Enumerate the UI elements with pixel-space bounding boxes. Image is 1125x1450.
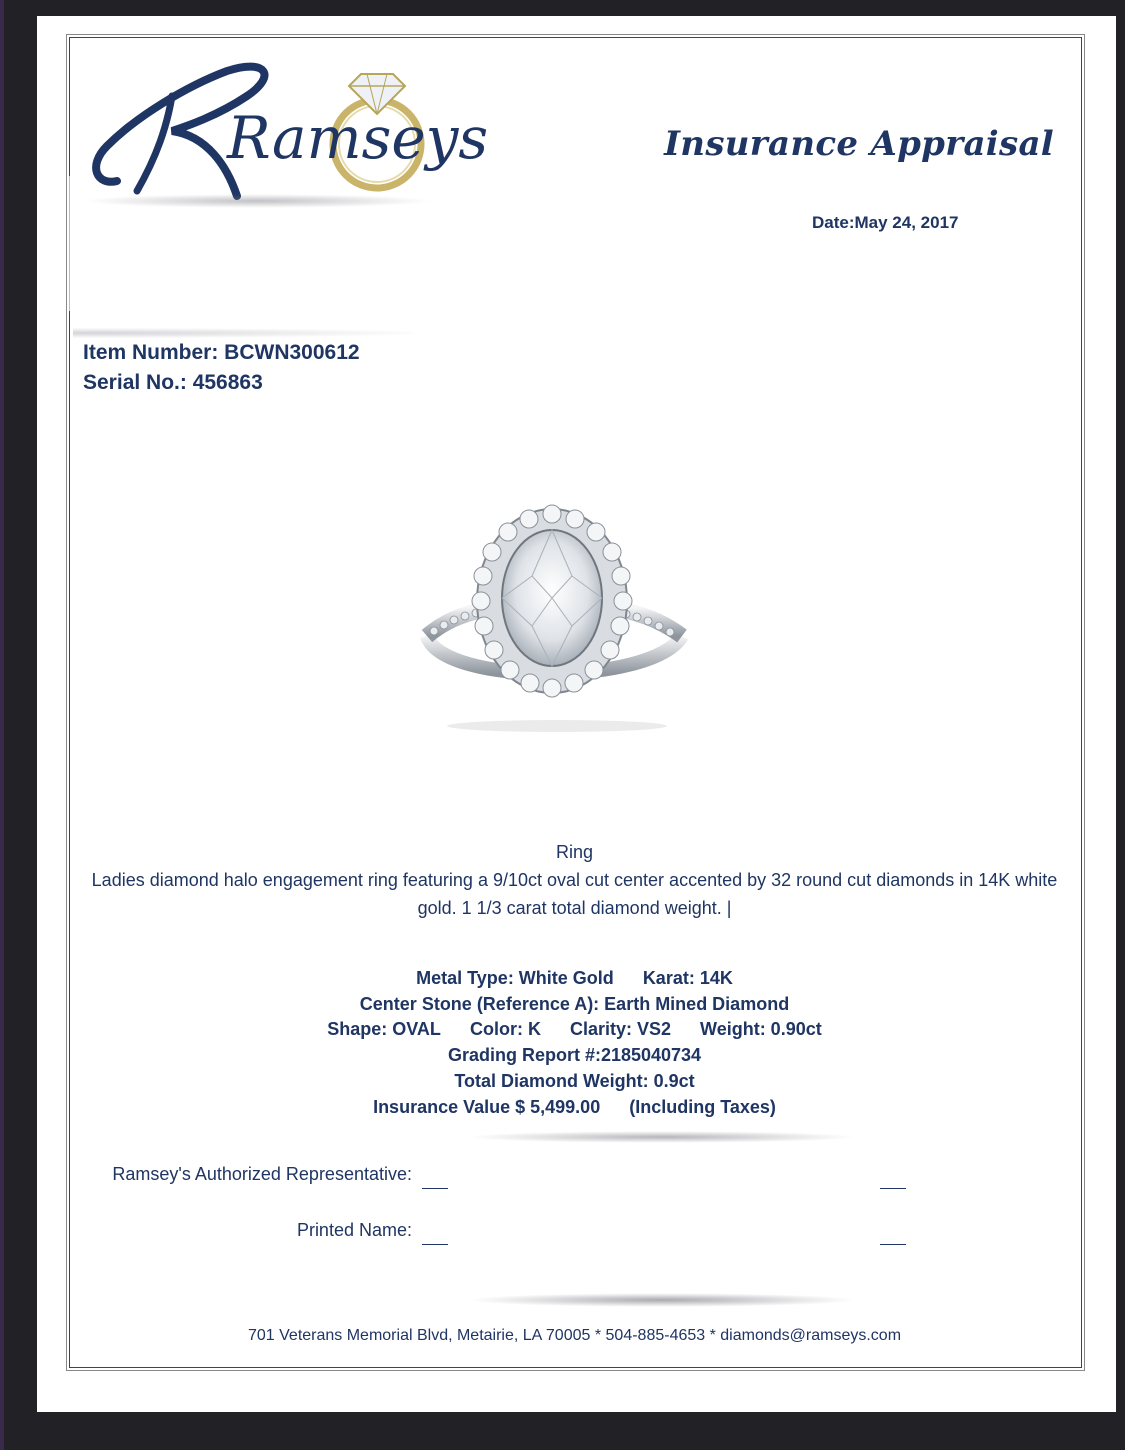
shape: Shape: OVAL	[327, 1019, 441, 1040]
color: Color: K	[469, 1019, 541, 1040]
representative-row	[37, 1164, 1116, 1194]
total-diamond-weight: Total Diamond Weight: 0.9ct	[454, 1070, 695, 1091]
logo-side-rule	[69, 176, 70, 311]
metal-type: Metal Type: White Gold	[416, 968, 614, 988]
representative-label: Ramsey's Authorized Representative:	[112, 1164, 412, 1184]
description-text: Ladies diamond halo engagement ring featuring a 9/10ct oval cut center accented by 32 round cut diamonds in 14K white gold. 1 1/3 carat total diamond weight. |	[91, 870, 1058, 918]
spec-line-stone	[87, 1017, 1062, 1043]
footer-contact: 701 Veterans Memorial Blvd, Metairie, LA 70005 * 504-885-4653 * diamonds@ramseys.com	[247, 1327, 902, 1344]
item-description	[87, 838, 1062, 922]
printed-name-row	[37, 1220, 1116, 1250]
appraisal-date: Date:May 24, 2017	[812, 213, 959, 232]
item-number: Item Number: BCWN300612	[83, 341, 360, 364]
representative-line-end[interactable]	[880, 1188, 906, 1189]
logo-text: Ramseys	[227, 104, 489, 172]
serial-number: Serial No.: 456863	[83, 371, 263, 394]
item-type: Ring	[555, 842, 594, 862]
center-stone: Center Stone (Reference A): Earth Mined Diamond	[359, 993, 790, 1014]
printed-name-line-start[interactable]	[422, 1244, 448, 1245]
taxes-note: (Including Taxes)	[629, 1096, 776, 1117]
insurance-value: Insurance Value $ 5,499.00	[373, 1096, 601, 1117]
spec-line-metal	[87, 966, 1062, 992]
document-title: Insurance Appraisal	[664, 124, 1054, 164]
header-divider	[73, 328, 413, 338]
grading-report: Grading Report #:2185040734	[447, 1045, 702, 1066]
printed-name-label: Printed Name:	[296, 1220, 412, 1240]
karat: Karat: 14K	[642, 968, 733, 988]
spec-block	[87, 966, 1062, 1120]
ramseys-logo	[77, 36, 489, 206]
representative-line-start[interactable]	[422, 1188, 448, 1189]
clarity: Clarity: VS2	[569, 1019, 672, 1040]
item-identifiers	[83, 338, 360, 398]
appraisal-document	[37, 16, 1116, 1412]
logo-shadow-divider	[82, 194, 432, 208]
spec-line-value	[87, 1095, 1062, 1121]
halo-ring-image	[382, 486, 712, 736]
weight: Weight: 0.90ct	[700, 1019, 822, 1040]
window-edge	[0, 0, 4, 1450]
printed-name-line-end[interactable]	[880, 1244, 906, 1245]
specs-divider	[467, 1131, 857, 1143]
footer-divider	[467, 1293, 857, 1307]
